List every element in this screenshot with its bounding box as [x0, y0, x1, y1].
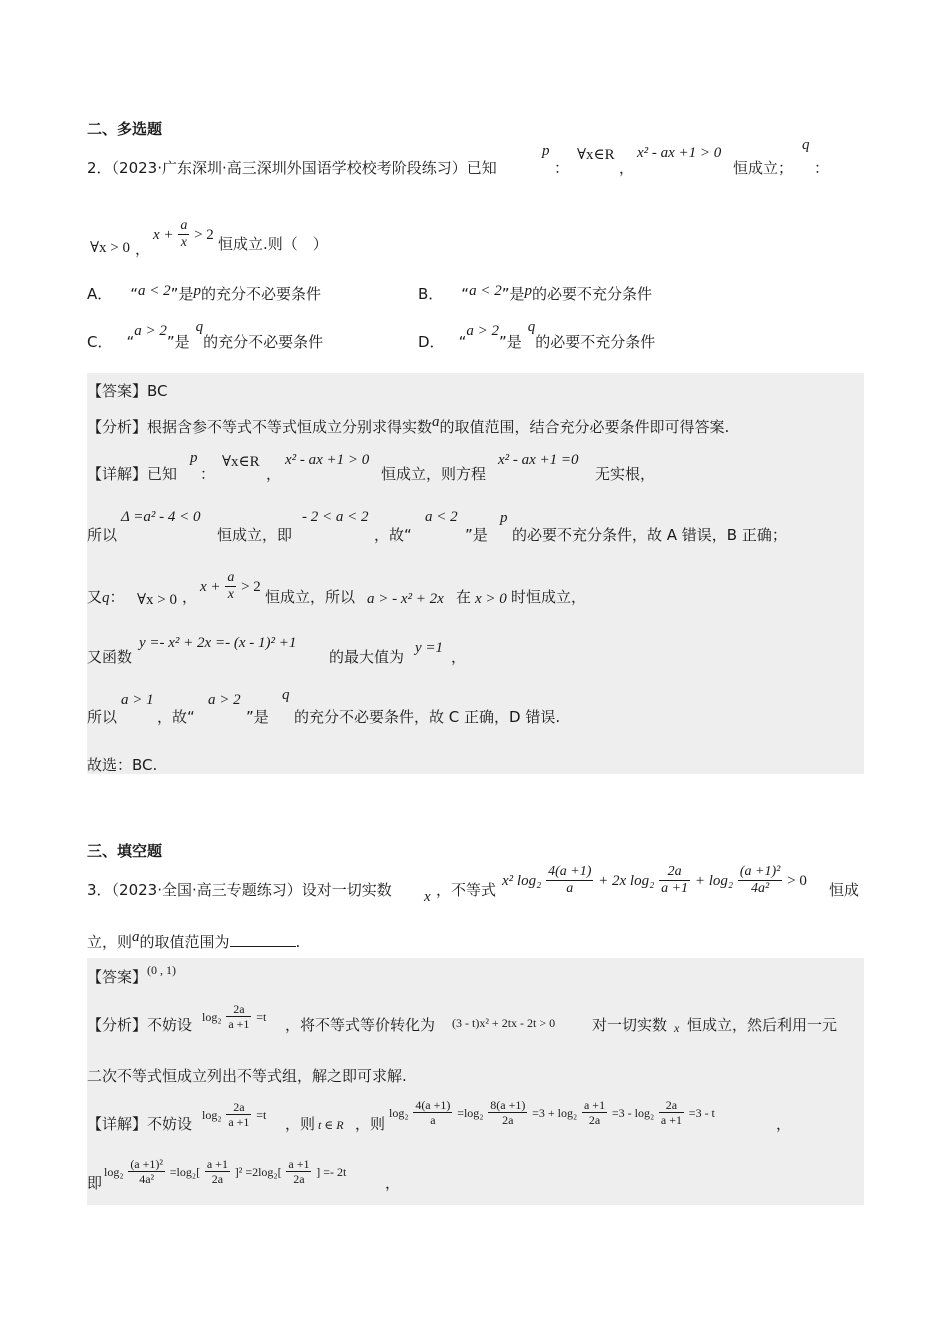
- answer-line: 【答案】$^{(0 , 1)}$: [87, 963, 177, 986]
- text: 无实根，: [595, 465, 656, 483]
- condition: a > 2: [208, 692, 241, 708]
- comma: ，: [385, 1174, 401, 1192]
- text: ，则: [355, 1115, 386, 1133]
- question-number: 3．: [87, 881, 112, 899]
- max-value: y =1: [415, 640, 444, 656]
- text: 恒成立，即: [217, 526, 293, 544]
- text: 所以: [87, 708, 118, 726]
- log-substitution: log₂ $\frac{2a}{a +1}$ =t: [202, 1002, 267, 1031]
- main-inequality: x² log₂ $\frac{4(a +1)}{a}$ + 2x log₂ $\frac{2a}{a +1}$ + log₂ $\frac{\text{(a +1)²}}{\text{4a²}}$ > 0: [502, 864, 807, 896]
- detail-line-3: 又q：: [87, 588, 125, 606]
- final-choice: 故选：BC.: [87, 756, 158, 774]
- log-identity: log₂ $\frac{\text{(a +1)²}}{\text{4a²}}$ =log₂[ $\frac{a +1}{2a}$ ]² =2log₂[ $\frac{a +1}{2a}$ ] =- 2t: [104, 1157, 347, 1186]
- t-in-R: t ∈ R: [318, 1118, 344, 1132]
- section-heading-fill: 三、填空题: [87, 842, 163, 860]
- text: 恒成立，所以: [265, 588, 356, 606]
- text: 时恒成立，: [511, 588, 587, 606]
- text: ”是: [465, 526, 488, 544]
- text: 恒成立，然后利用一元: [687, 1016, 838, 1034]
- answer-value: BC: [147, 382, 168, 400]
- colon: ：: [200, 465, 216, 483]
- analysis-line: 【分析】不妨设: [87, 1016, 193, 1034]
- var-q: q: [282, 687, 290, 703]
- text: 的最大值为: [329, 648, 405, 666]
- inequality: x² - ax +1 > 0: [285, 452, 370, 468]
- text: ，故“: [157, 708, 195, 726]
- detail-line-1: 【详解】已知: [87, 465, 178, 483]
- section-heading-multi: 二、多选题: [87, 120, 163, 138]
- question-3-line1: [87, 879, 392, 900]
- log-substitution: log₂ $\frac{2a}{a +1}$ =t: [202, 1100, 267, 1129]
- text: ，不等式: [436, 881, 497, 899]
- range: - 2 < a < 2: [302, 509, 369, 525]
- colon: ：: [554, 159, 570, 177]
- fraction: $\frac{a}{x}$: [180, 218, 188, 250]
- text: 对一切实数: [592, 1016, 668, 1034]
- text: 所以: [87, 526, 118, 544]
- option-c: C． “a > 2”是q的充分不必要条件: [87, 319, 324, 351]
- question-2-line1: [87, 157, 497, 178]
- stem-tail: 恒成立.则（ ）: [218, 235, 328, 253]
- colon: ：: [814, 159, 830, 177]
- var-x: x: [674, 1021, 680, 1035]
- condition: a < 2: [425, 509, 458, 525]
- question-source: （2023·全国·高三专题练习）设对一切实数: [111, 881, 392, 899]
- text: 在: [456, 588, 472, 606]
- comma: ，: [266, 465, 282, 483]
- question-source: （2023·广东深圳·高三深圳外国语学校校考阶段练习）已知: [111, 159, 497, 177]
- inequality-p: x² - ax +1 > 0: [637, 145, 722, 161]
- result: a > 1: [121, 692, 154, 708]
- expression-x-plus-a-over-x: x + $\frac{a}{x}$ > 2: [200, 570, 261, 602]
- answer-line: 【答案】BC: [87, 382, 168, 400]
- forall-positive: ∀x > 0: [137, 592, 178, 608]
- var-x: x: [424, 889, 431, 905]
- forall-R: ∀x∈R: [577, 147, 615, 163]
- option-b: B． “a < 2”是p的必要不充分条件: [418, 283, 652, 303]
- option-d: D． “a > 2”是q的必要不充分条件: [418, 319, 656, 351]
- var-p: p: [500, 510, 508, 526]
- comma: ，: [451, 648, 467, 666]
- var-q: q: [802, 137, 810, 153]
- text: 的充分不必要条件，故 C 正确，D 错误.: [294, 708, 561, 726]
- option-a: A． “a < 2”是p的充分不必要条件: [87, 283, 321, 303]
- equation: x² - ax +1 =0: [498, 452, 579, 468]
- text: ，故“: [374, 526, 412, 544]
- answer-value: (0 , 1): [147, 963, 177, 977]
- discriminant: Δ =a² - 4 < 0: [121, 509, 201, 525]
- text: 恒成立，则方程: [381, 465, 487, 483]
- domain: x > 0: [475, 591, 507, 607]
- function: y =- x² + 2x =- (x - 1)² +1: [139, 635, 297, 651]
- text: 即: [87, 1174, 103, 1192]
- text: ”是: [246, 708, 269, 726]
- comma: ，: [776, 1115, 792, 1133]
- expression-x-plus-a-over-x: x + $\frac{a}{x}$ > 2: [153, 218, 214, 250]
- quadratic: (3 - t)x² + 2tx - 2t > 0: [452, 1016, 556, 1030]
- always-text: 恒成立；: [733, 159, 794, 177]
- comma: ，: [182, 588, 198, 606]
- text: 恒成: [829, 881, 860, 899]
- fraction: $\frac{a}{x}$: [227, 570, 235, 602]
- detail-line-1: 【详解】不妨设: [87, 1115, 193, 1133]
- forall-R: ∀x∈R: [222, 454, 260, 470]
- analysis-line: 【分析】根据含参不等式不等式恒成立分别求得实数a的取值范围，结合充分必要条件即可得答案.: [87, 414, 730, 436]
- forall-positive: ∀x > 0: [90, 240, 131, 256]
- text: ，将不等式等价转化为: [285, 1016, 436, 1034]
- var-p: p: [542, 143, 550, 159]
- var-p: p: [190, 450, 198, 466]
- text: 的必要不充分条件，故 A 错误，B 正确；: [512, 526, 787, 544]
- comma: ，: [135, 240, 151, 258]
- question-number: 2．: [87, 159, 112, 177]
- text: ，则: [285, 1115, 316, 1133]
- answer-blank[interactable]: [230, 932, 296, 947]
- analysis-line-2: 二次不等式恒成立列出不等式组，解之即可求解.: [87, 1067, 407, 1085]
- question-3-line2: 立，则a的取值范围为 .: [87, 929, 301, 951]
- inequality: a > - x² + 2x: [367, 591, 444, 607]
- text: 又函数: [87, 648, 133, 666]
- comma: ，: [619, 159, 635, 177]
- log-chain: log₂ $\frac{4(a +1)}{a}$ =log₂ $\frac{8(a +1)}{2a}$ =3 + log₂ $\frac{a +1}{2a}$ =3 - log₂ $\frac{2a}{a +1}$ =3 - t: [389, 1098, 715, 1127]
